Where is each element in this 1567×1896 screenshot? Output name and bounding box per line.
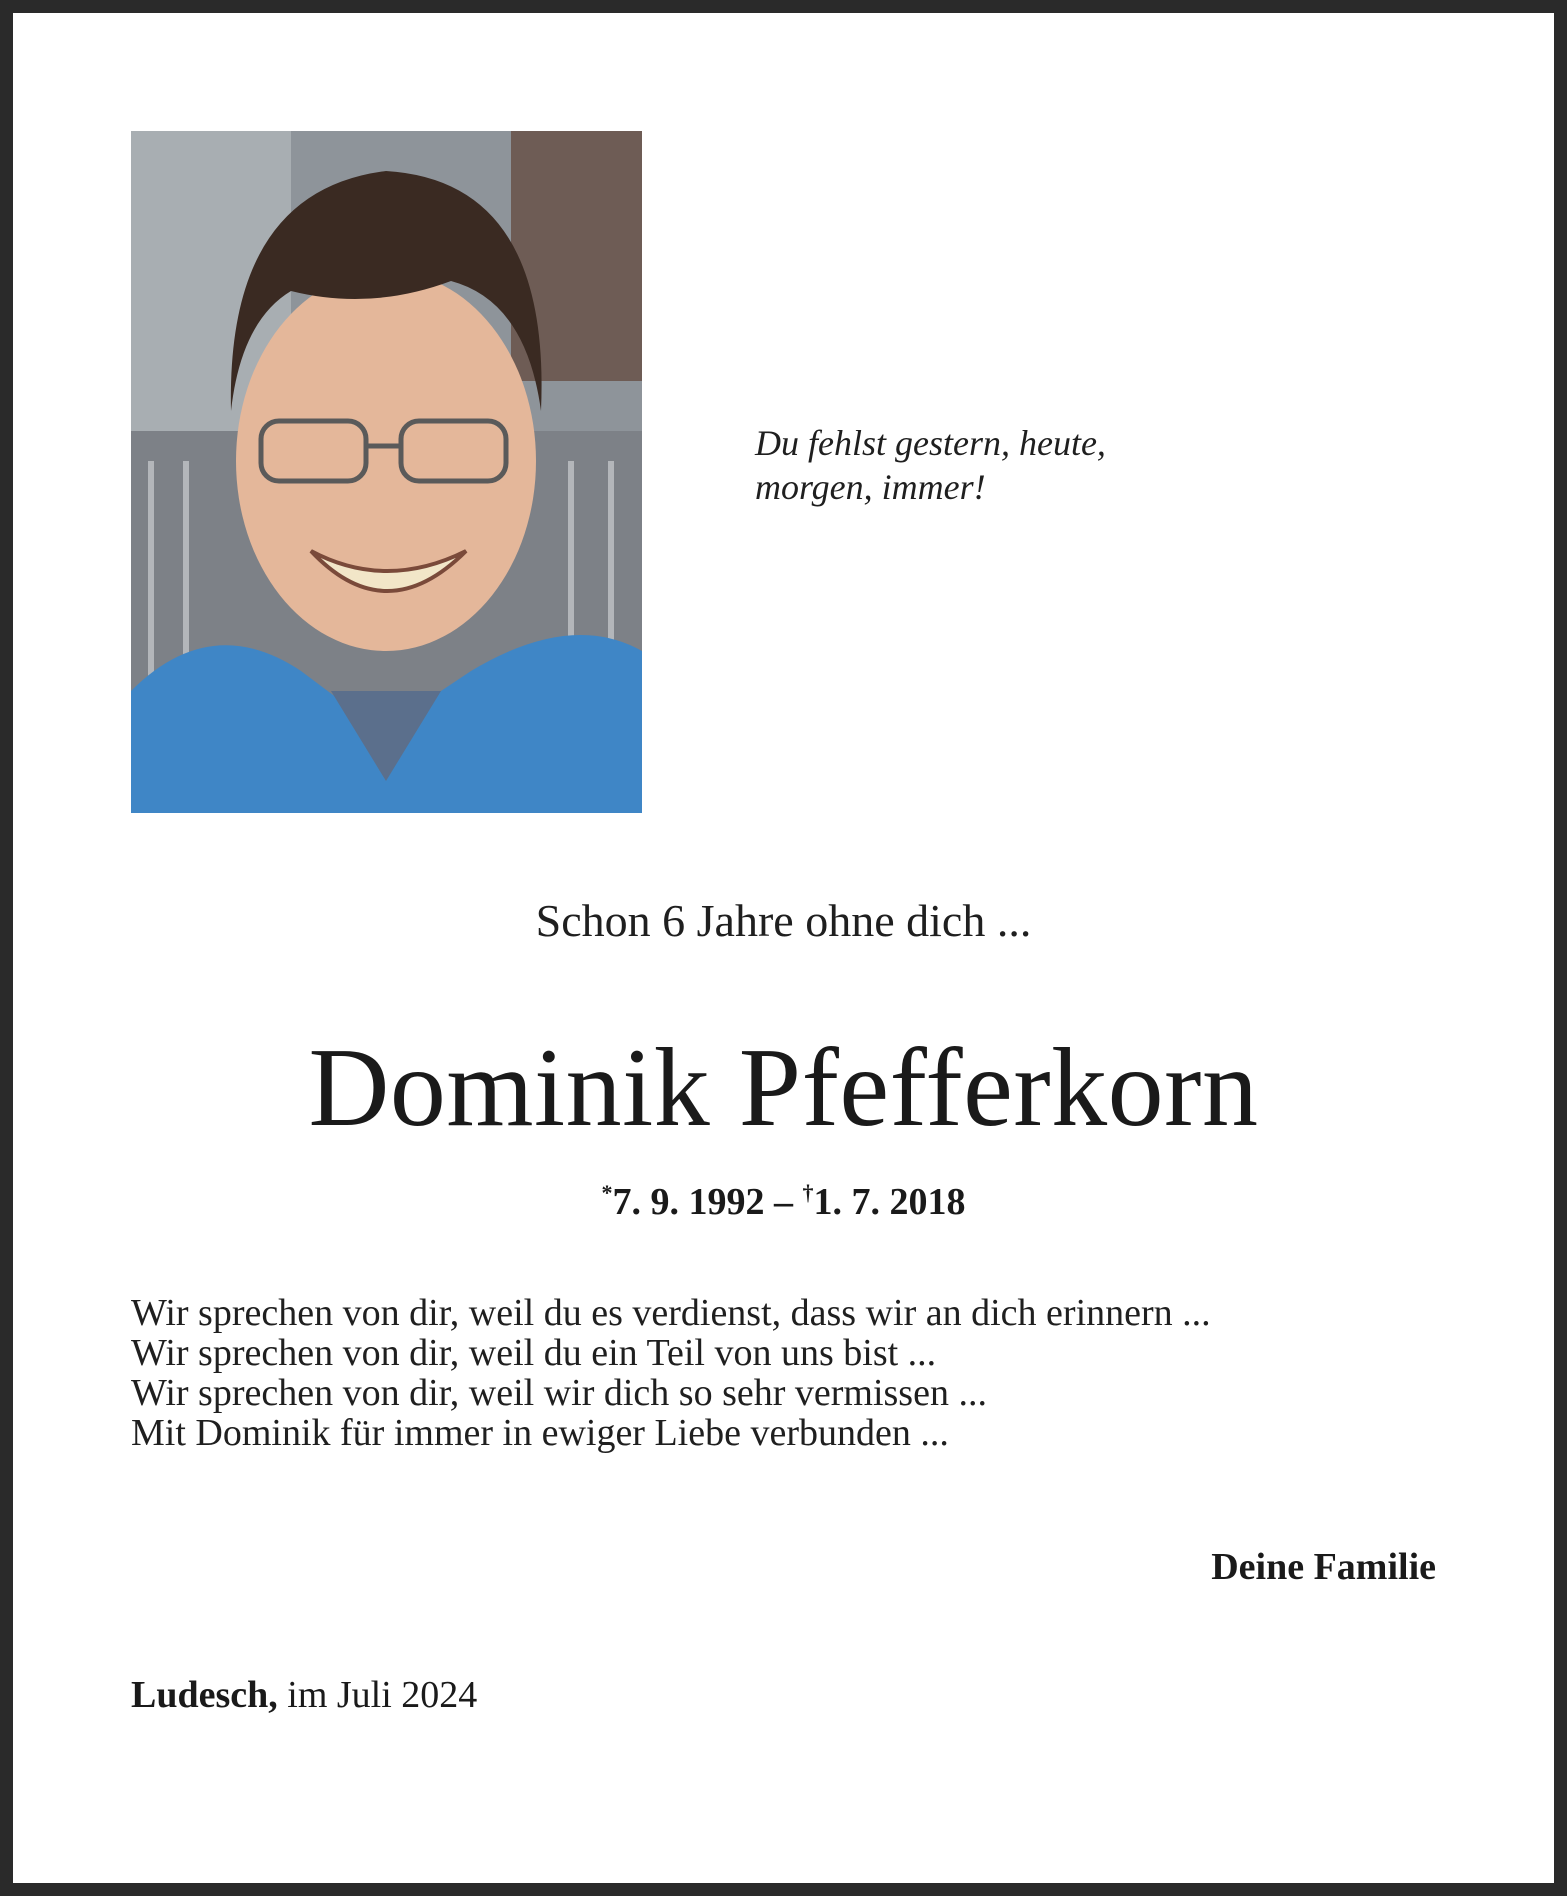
date-separator: – [764, 1181, 803, 1223]
birth-symbol: * [601, 1180, 613, 1205]
motto-line: Du fehlst gestern, heute, [755, 423, 1106, 463]
death-date: 1. 7. 2018 [813, 1181, 966, 1223]
place-date: im Juli 2024 [277, 1674, 478, 1716]
signature: Deine Familie [1211, 1546, 1436, 1588]
verse-line: Wir sprechen von dir, weil du ein Teil von uns bist ... [131, 1332, 937, 1374]
portrait-photo [131, 131, 642, 813]
life-dates [13, 1168, 1554, 1227]
motto-line: morgen, immer! [755, 467, 986, 507]
verse-line: Wir sprechen von dir, weil wir dich so sehr vermissen ... [131, 1372, 987, 1414]
memorial-verse [131, 1293, 1431, 1453]
verse-line: Wir sprechen von dir, weil du es verdienst, dass wir an dich erinnern ... [131, 1292, 1211, 1334]
birth-date: 7. 9. 1992 [612, 1181, 765, 1223]
deceased-name: Dominik Pfefferkorn [308, 1026, 1259, 1150]
place-and-date [131, 1671, 477, 1719]
place-town: Ludesch, [131, 1674, 278, 1716]
portrait-photo-icon [131, 131, 642, 813]
death-symbol: † [802, 1180, 814, 1205]
intro-text: Schon 6 Jahre ohne dich ... [535, 895, 1032, 946]
verse-line: Mit Dominik für immer in ewiger Liebe verbunden ... [131, 1412, 949, 1454]
motto-quote [755, 421, 1235, 509]
